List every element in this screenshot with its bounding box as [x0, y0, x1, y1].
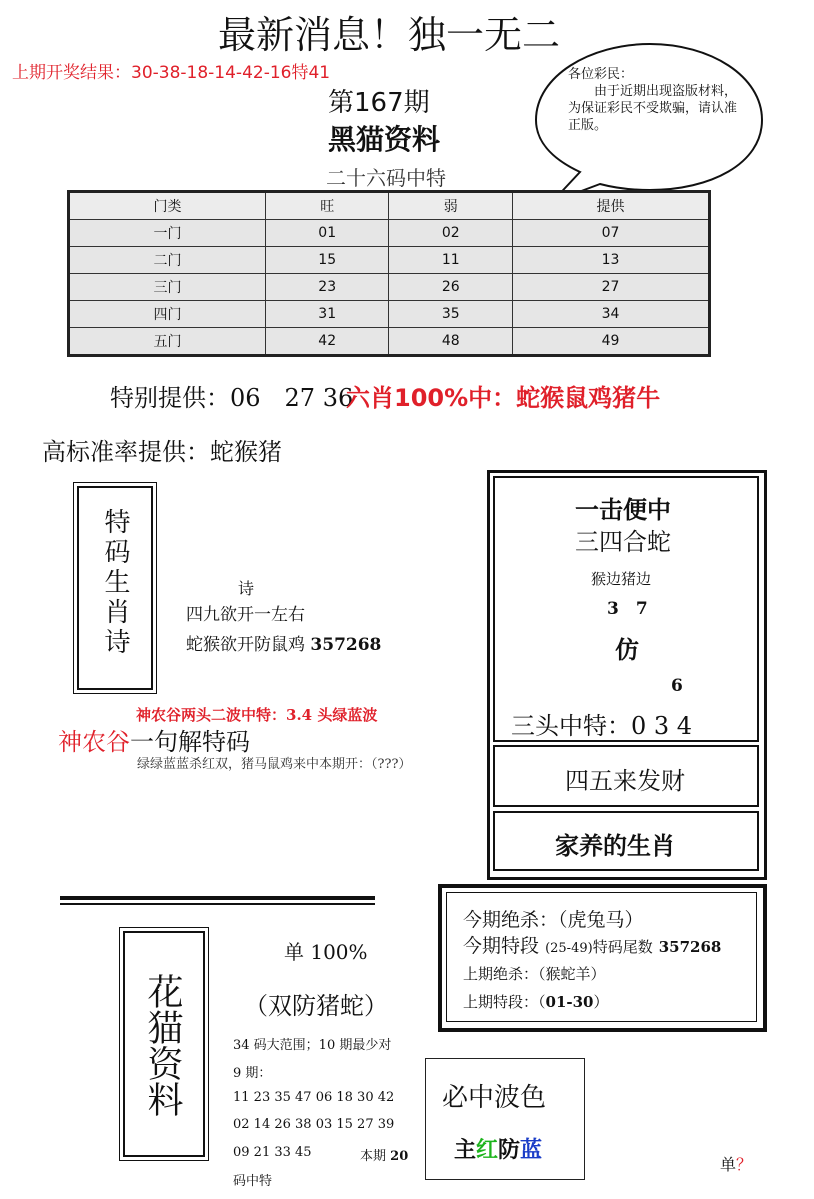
poem-box	[77, 486, 153, 690]
kill-line	[463, 991, 609, 1012]
page-title: 最新消息！独一无二	[218, 13, 561, 57]
kill-seg: 今期特段	[463, 935, 540, 957]
right-line: 仿	[615, 635, 639, 664]
poem-text: 蛇猴欲开防鼠鸡	[186, 635, 305, 655]
right-line: 猴边猪边	[591, 570, 652, 588]
right-line: 三头中特：0 3 4	[511, 712, 693, 740]
box-fortune	[493, 745, 759, 807]
kill-seg: 上期特段：（	[463, 993, 546, 1011]
cell: 26	[389, 274, 513, 301]
range-text: 34 码大范围；10 期最少对	[233, 1038, 392, 1053]
cell: 35	[389, 301, 513, 328]
end-text: 码中特	[233, 1174, 273, 1189]
right-box	[487, 470, 767, 880]
cell: 三门	[69, 274, 266, 301]
kill-line: 上期绝杀：（猴蛇羊）	[463, 965, 606, 983]
cell: 42	[265, 328, 389, 356]
cell: 02	[389, 220, 513, 247]
cell: 一门	[69, 220, 266, 247]
wave-title: 必中波色	[442, 1083, 547, 1113]
shennong-wave: 神农谷两头二波中特：3.4 头绿蓝波	[136, 706, 378, 724]
notice-text	[568, 66, 738, 134]
table-row	[69, 301, 710, 328]
wave-seg: 主	[454, 1137, 477, 1163]
shennong-title-black: 一句解特码	[130, 728, 250, 756]
single-question	[720, 1152, 752, 1175]
header-cell: 弱	[389, 192, 513, 220]
right-line: 三四合蛇	[575, 528, 671, 556]
table-row	[69, 274, 710, 301]
wave-box	[425, 1058, 585, 1180]
cell: 01	[265, 220, 389, 247]
poem-number: 357268	[310, 635, 382, 655]
fortune-text: 四五来发财	[565, 767, 685, 795]
notice-body: 由于近期出现盗版材料，为保证彩民不受欺骗，请认准正版。	[568, 84, 738, 133]
cell: 13	[513, 247, 710, 274]
wave-line	[454, 1133, 542, 1164]
domestic-text: 家养的生肖	[555, 831, 675, 860]
cell: 48	[389, 328, 513, 356]
issue-number: 第167期	[328, 88, 430, 118]
poem-box-label: 特码生肖诗	[100, 508, 130, 658]
cell: 27	[513, 274, 710, 301]
this-issue-number: 20	[390, 1149, 409, 1164]
shennong-title	[58, 722, 250, 757]
kill-line	[463, 931, 721, 958]
right-line: 一击便中	[575, 495, 671, 524]
brand-title: 黑猫资料	[328, 123, 441, 156]
special-offer: 特别提供：06 27 36	[110, 384, 354, 412]
single-100: 单 100%	[284, 940, 368, 964]
header-cell: 门类	[69, 192, 266, 220]
kill-seg: 特码尾数	[592, 938, 653, 956]
kill-seg: 01-30	[545, 993, 594, 1011]
kill-seg: ）	[593, 993, 609, 1011]
last-result: 上期开奖结果：30-38-18-14-42-16特41	[12, 63, 331, 83]
table-header	[69, 192, 710, 220]
cell: 五门	[69, 328, 266, 356]
number-list: 09 21 33 45	[233, 1145, 312, 1160]
right-main-box	[493, 476, 759, 742]
this-issue	[360, 1145, 408, 1164]
cell: 49	[513, 328, 710, 356]
number-list: 11 23 35 47 06 18 30 42	[233, 1090, 395, 1105]
shennong-title-red: 神农谷	[58, 728, 130, 756]
huamao-box	[123, 931, 205, 1157]
shennong-riddle: 绿绿蓝蓝杀红双，猪马鼠鸡来中本期开：（???）	[137, 757, 412, 772]
cell: 23	[265, 274, 389, 301]
cell: 15	[265, 247, 389, 274]
cell: 二门	[69, 247, 266, 274]
high-rate: 高标准率提供：蛇猴猪	[42, 438, 282, 466]
kill-line: 今期绝杀：（虎兔马）	[463, 909, 644, 931]
kill-box-inner	[446, 892, 757, 1022]
table-row	[69, 220, 710, 247]
kill-box	[438, 884, 767, 1032]
wave-blue: 蓝	[520, 1137, 543, 1163]
kill-seg: (25-49)	[545, 941, 593, 956]
poem-line: 四九欲开一左右	[186, 605, 305, 625]
cell: 四门	[69, 301, 266, 328]
number-table	[67, 190, 711, 357]
cell: 31	[265, 301, 389, 328]
kill-seg: 357268	[658, 938, 722, 956]
table-row	[69, 328, 710, 356]
cell: 11	[389, 247, 513, 274]
table-row	[69, 247, 710, 274]
question-mark: ？	[736, 1155, 753, 1174]
single-label: 单	[720, 1155, 737, 1174]
cell: 34	[513, 301, 710, 328]
number-list: 02 14 26 38 03 15 27 39	[233, 1117, 395, 1132]
wave-seg: 防	[498, 1137, 521, 1163]
notice-greeting: 各位彩民：	[568, 67, 634, 82]
header-cell: 旺	[265, 192, 389, 220]
six-zodiac: 六肖100%中：蛇猴鼠鸡猪牛	[346, 384, 661, 412]
right-line: 3 7	[607, 599, 648, 619]
guard-zodiac: （双防猪蛇）	[244, 992, 388, 1020]
box-domestic	[493, 811, 759, 871]
header-cell: 提供	[513, 192, 710, 220]
poem-line	[186, 630, 381, 655]
table-caption: 二十六码中特	[326, 166, 446, 190]
range-text: 9 期：	[233, 1066, 272, 1081]
this-issue-label: 本期	[360, 1149, 387, 1164]
divider	[60, 896, 375, 900]
cell: 07	[513, 220, 710, 247]
poem-title: 诗	[238, 579, 255, 598]
huamao-label: 花猫资料	[142, 973, 183, 1117]
divider	[60, 903, 375, 905]
right-line: 6	[671, 676, 683, 696]
wave-red: 红	[476, 1137, 499, 1163]
